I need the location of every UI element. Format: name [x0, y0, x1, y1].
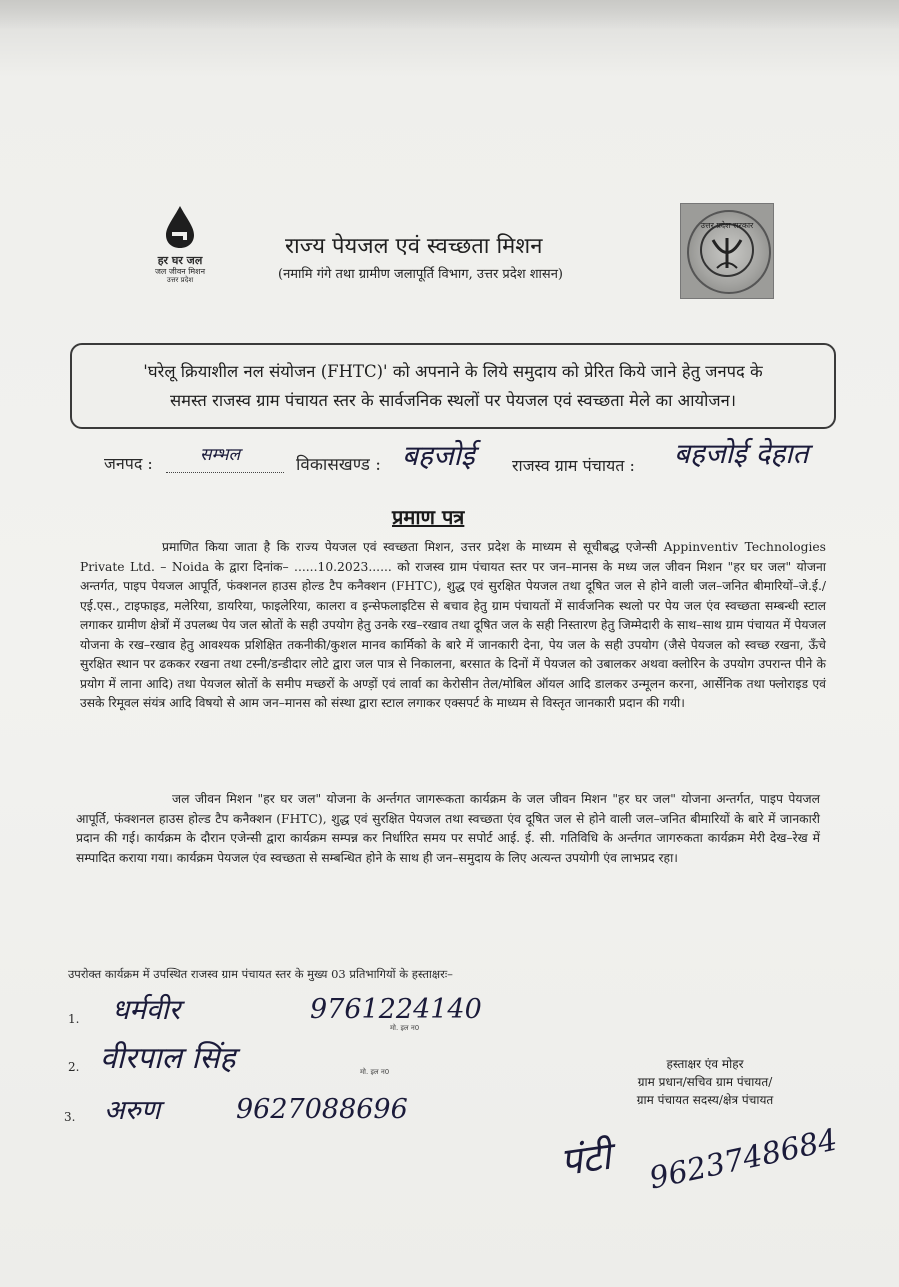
- top-shadow: [0, 0, 899, 30]
- logo-line3: उत्तर प्रदेश: [166, 276, 194, 284]
- head-signature-name: पंटी: [557, 1133, 614, 1185]
- location-fields: [104, 437, 884, 484]
- header-subtitle: (नमामि गंगे तथा ग्रामीण जलापूर्ति विभाग, उत्तर प्रदेश शासन): [278, 267, 563, 282]
- signature-row-1-name: धर्मवीर: [112, 993, 181, 1026]
- certificate-title: प्रमाण पत्र: [392, 505, 465, 529]
- panchayat-label: राजस्व ग्राम पंचायत :: [512, 456, 635, 475]
- head-signature-phone: 9623748684: [646, 1122, 841, 1197]
- signature-row-1-phone: 9761224140: [310, 994, 482, 1025]
- signature-row-3-phone: 9627088696: [236, 1094, 408, 1125]
- event-banner: [70, 343, 836, 429]
- certificate-paragraph-2: जल जीवन मिशन "हर घर जल" योजना के अर्न्तगत जागरूकता कार्यक्रम के जल जीवन मिशन "हर घर जल" योजना अन्तर्गत, पाइप पेयजल आपूर्ति, फंक्शनल हाउस होल्ड टैप कनैक्शन (FHTC), शुद्ध एवं सुरक्षित पेयजल तथा स्वच्छता एंव दूषित जल से होने वाली जल–जनित बीमारियों के बारे में जानकारी प्रदान की गई। कार्यक्रम के दौरान एजेन्सी द्वारा कार्यक्रम सम्पन्न कर निर्धारित समय पर सपोर्ट आई. ई. सी. गतिविधि के अर्न्तगत जागरुकता कार्यक्रम मेरी देख–रेख में सम्पादित कराया गया। कार्यक्रम पेयजल एंव स्वच्छता से सम्बन्धित होने के साथ ही जन–समुदाय के लिए अत्यन्त उपयोगी एंव लाभप्रद रहा।: [76, 792, 820, 865]
- stamp-line1: हस्ताक्षर एंव मोहर: [666, 1057, 744, 1071]
- logo-line1: हर घर जल: [157, 254, 203, 267]
- water-drop-icon: [163, 205, 197, 249]
- signature-row-2-number: 2.: [68, 1060, 80, 1074]
- signature-row-1-number: 1.: [68, 1012, 80, 1026]
- signature-row-2-name: वीरपाल सिंह: [100, 1041, 236, 1076]
- certificate-paragraph-1: प्रमाणित किया जाता है कि राज्य पेयजल एवं स्वच्छता मिशन, उत्तर प्रदेश के माध्यम से सूचीबद्ध एजेन्सी Appinventiv Technologies Private Ltd. – Noida के द्वारा दिनांक– ......10.2023...... को राजस्व ग्राम पंचायत स्तर पर जन–मानस के मध्य जल जीवन मिशन "हर घर जल" योजना अन्तर्गत, पाइप पेयजल आपूर्ति, फंक्शनल हाउस होल्ड टैप कनैक्शन (FHTC), शुद्ध एवं सुरक्षित पेयजल तथा दूषित जल से होने वाली जल–जनित बीमारियों–जे.ई./एई.एस., टाइफाइड, मलेरिया, डायरिया, फाइलेरिया, कालरा व इन्सेफलाइटिस से बचाव हेतु ग्राम पंचायतों में सार्वजनिक स्थलो पर पेय जल एंव स्वच्छता सम्बन्धी स्टाल लगाकर ग्रामीण क्षेत्रों में उपलब्ध पेय जल स्रोतों के सही उपयोग हेतु उनके रख–रखाव तथा दूषित जल के सही निस्तारण हेतु जिम्मेदारी के साथ–साथ ग्राम पंचायत में पेयजल योजना के रख–रखाव हेतु आवश्यक प्रशिक्षित तकनीकी/कुशल मानव कार्मिको के बारे में जानकारी देना, पेय जल के सही उपयोग (जैसे पेयजल को स्वच्छ रखना, ऊँचे सुरक्षित स्थान पर ढककर रखना तथा टस्नी/डन्डीदार लोटे द्वारा जल पात्र से निकालना, बरसात के दिनों में पेयजल को उबालकर अथवा क्लोरिन के उपयोग उपरान्त पीने के प्रयोग में लाना आदि) तथा पेयजल स्रोतों के समीप मच्छरों के अण्ड़ों एवं लार्वा का केरोसीन तेल/मोबिल ऑयल आदि डालकर उन्मूलन करना, आर्सेनिक तथा फ्लोराइड एवं उसके रिमूवल संयंत्र आदि विषयो से आम जन–मानस को संस्था द्वारा स्टाल लगाकर एक्सपर्ट के माध्यम से विस्तृत जानकारी प्रदान की गयी।: [80, 540, 826, 710]
- up-government-emblem: [680, 203, 774, 299]
- har-ghar-jal-logo: [135, 205, 225, 284]
- signature-row-3-name: अरुण: [104, 1095, 161, 1126]
- banner-line2: समस्त राजस्व ग्राम पंचायत स्तर के सार्वजनिक स्थलों पर पेयजल एवं स्वच्छता मेले का आयोजन।: [169, 391, 737, 410]
- signature-row-1-note: मो. इल न0: [390, 1024, 420, 1032]
- stamp-line2: ग्राम प्रधान/सचिव ग्राम पंचायत/: [637, 1075, 773, 1089]
- stamp-line3: ग्राम पंचायत सदस्य/क्षेत्र पंचायत: [636, 1093, 774, 1107]
- block-label: विकासखण्ड :: [296, 455, 382, 475]
- logo-line2: जल जीवन मिशन: [154, 267, 206, 276]
- banner-line1: 'घरेलू क्रियाशील नल संयोजन (FHTC)' को अपनाने के लिये समुदाय को प्रेरित किये जाने हेतु जनपद के: [143, 362, 763, 381]
- stamp-block: [600, 1055, 810, 1109]
- block-value: बहजोई: [402, 439, 475, 472]
- header-title: राज्य पेयजल एवं स्वच्छता मिशन: [285, 234, 543, 259]
- signatures-intro: उपरोक्त कार्यक्रम में उपस्थित राजस्व ग्राम पंचायत स्तर के मुख्य 03 प्रतिभागियों के हस्ताक्षरः–: [68, 967, 453, 981]
- panchayat-value: बहजोई देहात: [674, 437, 809, 470]
- district-value: सम्भल: [200, 445, 241, 465]
- district-label: जनपद :: [104, 454, 153, 473]
- signature-row-3-number: 3.: [64, 1110, 76, 1124]
- signature-row-2-note: मो. इल न0: [360, 1068, 390, 1076]
- emblem-text: उत्तर प्रदेश सरकार: [700, 221, 754, 230]
